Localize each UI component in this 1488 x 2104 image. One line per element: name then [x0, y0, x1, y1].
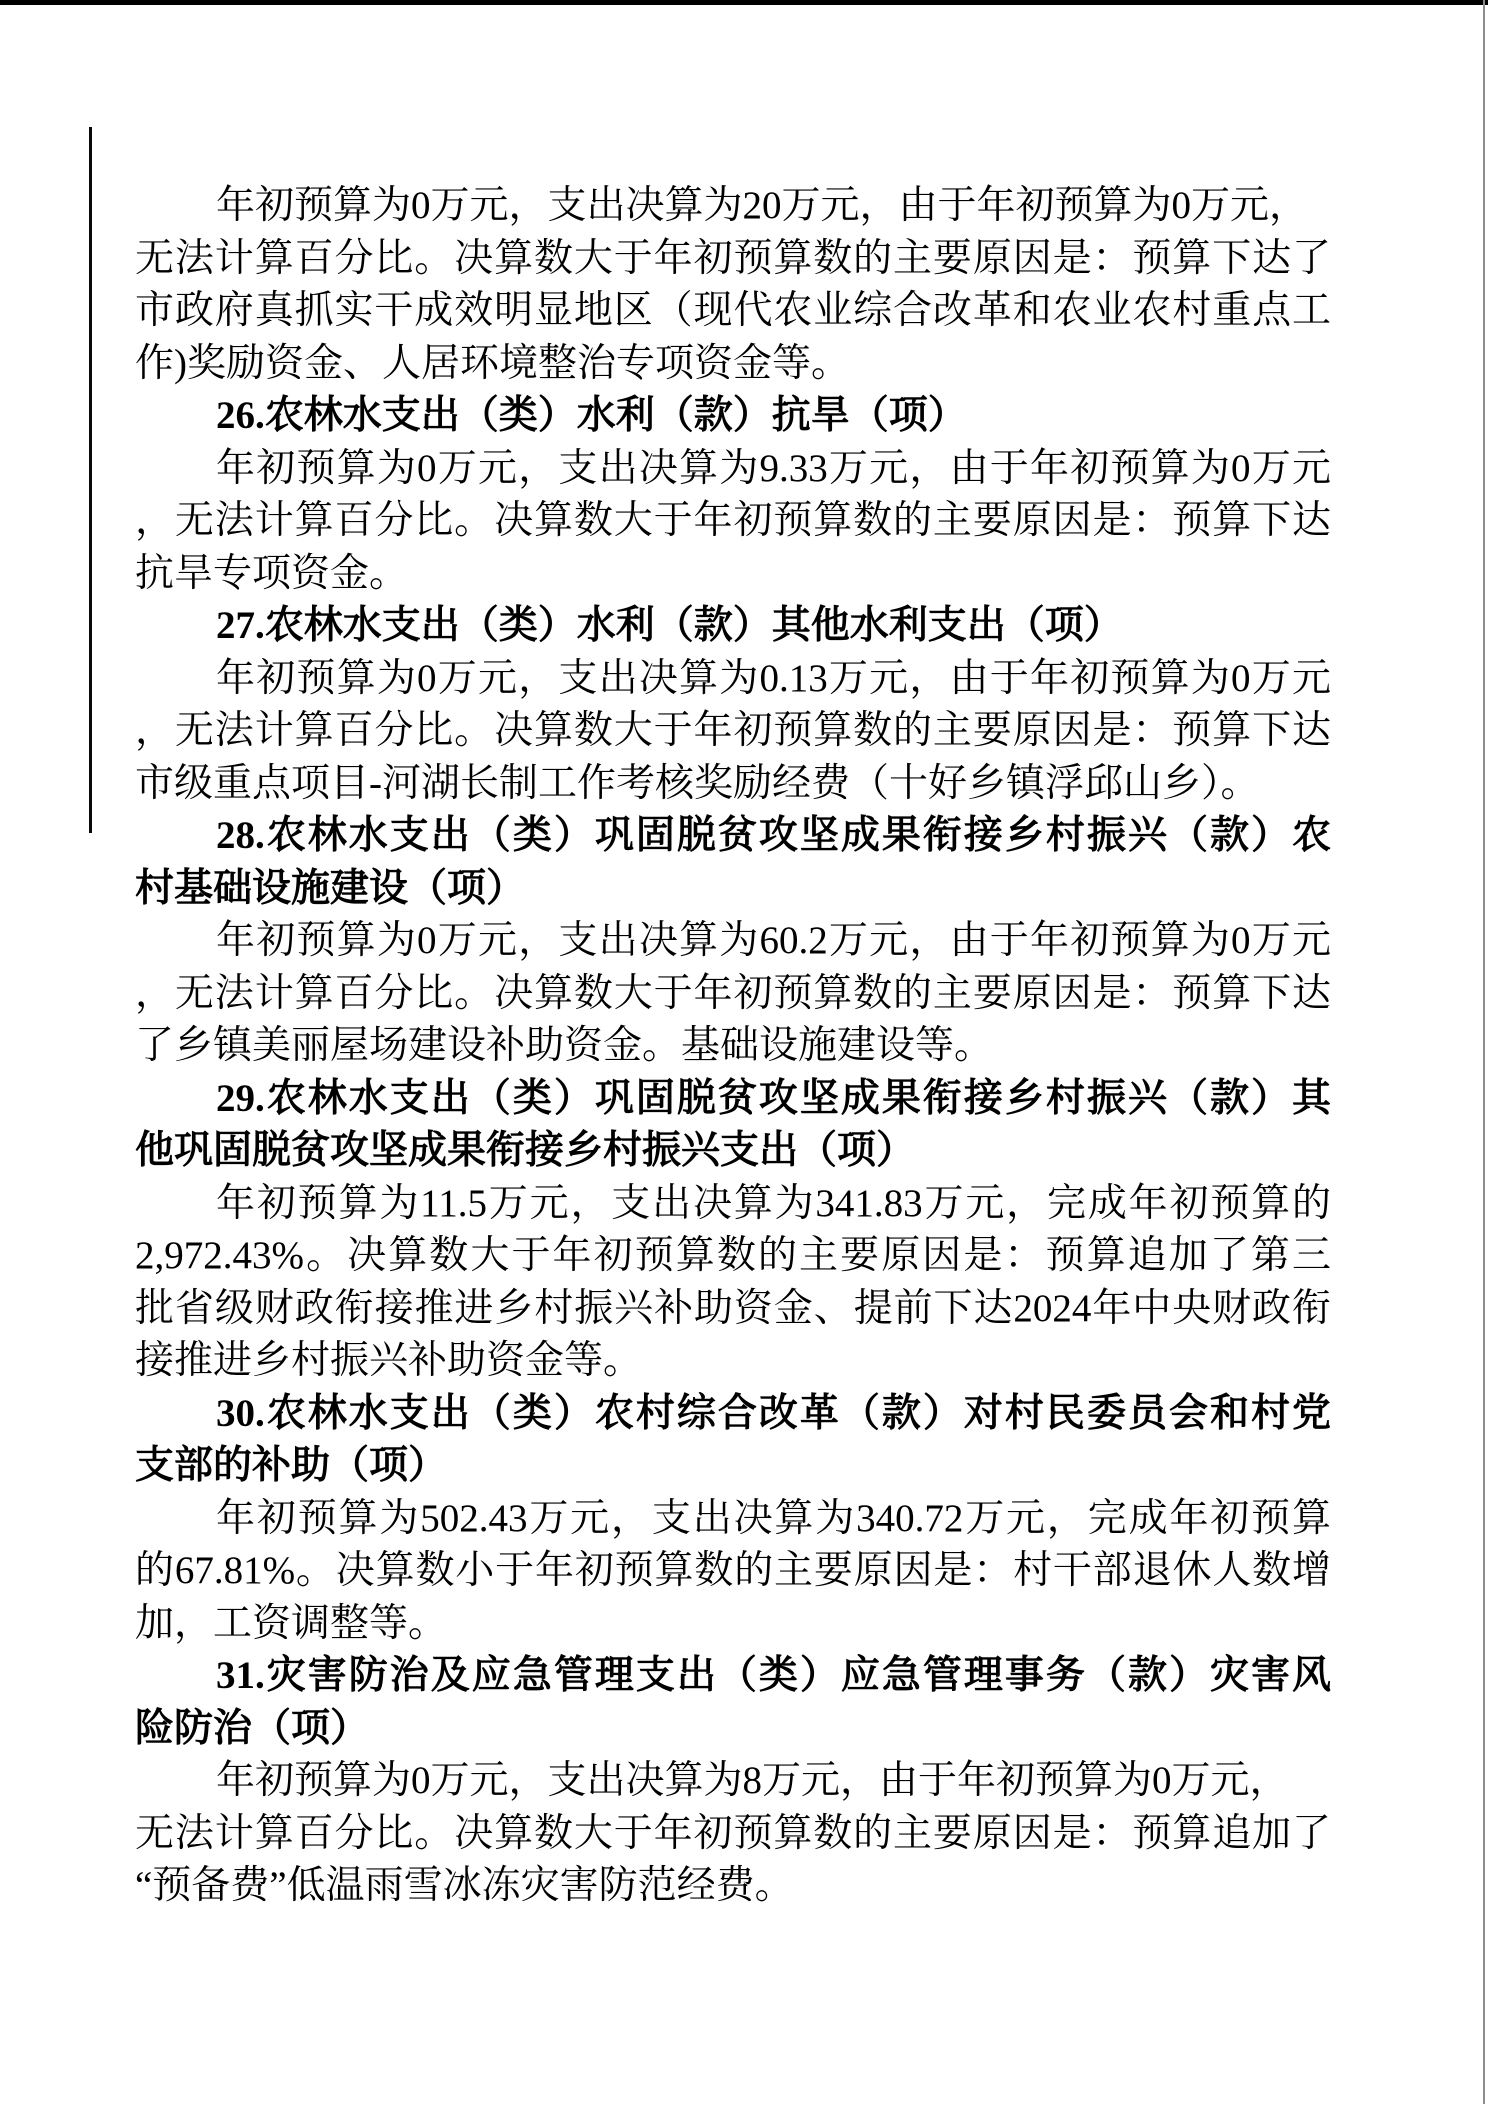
text-line: 2,972.43%。决算数大于年初预算数的主要原因是：预算追加了第三 — [135, 1234, 1331, 1277]
text-line: 接推进乡村振兴补助资金等。 — [135, 1339, 643, 1382]
page-right-edge-line — [1483, 0, 1485, 2104]
scan-artifact-left-line — [89, 127, 92, 833]
text-line: 的67.81%。决算数小于年初预算数的主要原因是：村干部退休人数增 — [135, 1549, 1331, 1592]
heading-item-30 — [135, 1388, 1331, 1493]
paragraph-item-27 — [135, 653, 1331, 811]
heading-line: 险防治（项） — [135, 1706, 370, 1750]
text-line: 批省级财政衔接推进乡村振兴补助资金、提前下达2024年中央财政衔 — [135, 1286, 1331, 1330]
text-line: 年初预算为0万元，支出决算为9.33万元，由于年初预算为0万元 — [216, 446, 1331, 490]
heading-item-29 — [135, 1073, 1331, 1178]
text-line: “预备费”低温雨雪冰冻灾害防范经费。 — [135, 1864, 794, 1907]
heading-line: 27.农林水支出（类）水利（款）其他水利支出（项） — [216, 604, 1123, 647]
text-line: 年初预算为0万元，支出决算为60.2万元，由于年初预算为0万元 — [216, 919, 1331, 962]
page-top-edge-bar — [0, 0, 1488, 5]
text-line: 年初预算为0万元，支出决算为8万元，由于年初预算为0万元， — [216, 1759, 1289, 1802]
text-line: 抗旱专项资金。 — [135, 551, 409, 595]
text-line: 年初预算为0万元，支出决算为20万元，由于年初预算为0万元， — [216, 184, 1309, 227]
text-line: 无法计算百分比。决算数大于年初预算数的主要原因是：预算追加了 — [135, 1811, 1331, 1855]
heading-line: 28.农林水支出（类）巩固脱贫攻坚成果衔接乡村振兴（款）农 — [216, 814, 1331, 857]
heading-line: 29.农林水支出（类）巩固脱贫攻坚成果衔接乡村振兴（款）其 — [216, 1076, 1331, 1120]
paragraph-item-28 — [135, 915, 1331, 1073]
text-line: 市政府真抓实干成效明显地区（现代农业综合改革和农业农村重点工 — [135, 289, 1331, 332]
heading-item-31 — [135, 1650, 1331, 1755]
heading-line: 支部的补助（项） — [135, 1444, 448, 1487]
text-line: 无法计算百分比。决算数大于年初预算数的主要原因是：预算下达了 — [135, 236, 1331, 280]
text-line: 年初预算为502.43万元，支出决算为340.72万元，完成年初预算 — [216, 1496, 1331, 1540]
heading-line: 31.灾害防治及应急管理支出（类）应急管理事务（款）灾害风 — [216, 1654, 1331, 1697]
text-line: ，无法计算百分比。决算数大于年初预算数的主要原因是：预算下达 — [135, 971, 1331, 1015]
heading-item-27 — [135, 600, 1331, 653]
heading-line: 30.农林水支出（类）农村综合改革（款）对村民委员会和村党 — [216, 1391, 1331, 1435]
text-line: ，无法计算百分比。决算数大于年初预算数的主要原因是：预算下达 — [135, 499, 1331, 542]
document-body — [135, 180, 1331, 1913]
text-line: 了乡镇美丽屋场建设补助资金。基础设施建设等。 — [135, 1024, 994, 1067]
paragraph-item-25-continued — [135, 180, 1331, 390]
heading-item-28 — [135, 810, 1331, 915]
paragraph-item-26 — [135, 443, 1331, 601]
text-line: 加，工资调整等。 — [135, 1601, 448, 1645]
text-line: ，无法计算百分比。决算数大于年初预算数的主要原因是：预算下达 — [135, 709, 1331, 752]
heading-line: 26.农林水支出（类）水利（款）抗旱（项） — [216, 394, 967, 437]
text-line: 市级重点项目-河湖长制工作考核奖励经费（十好乡镇浮邱山乡）。 — [135, 761, 1260, 805]
paragraph-item-31 — [135, 1755, 1331, 1913]
text-line: 年初预算为0万元，支出决算为0.13万元，由于年初预算为0万元 — [216, 656, 1331, 700]
heading-line: 他巩固脱贫攻坚成果衔接乡村振兴支出（项） — [135, 1129, 916, 1172]
heading-item-26 — [135, 390, 1331, 443]
heading-line: 村基础设施建设（项） — [135, 866, 526, 910]
text-line: 作)奖励资金、人居环境整治专项资金等。 — [135, 341, 850, 385]
paragraph-item-30 — [135, 1493, 1331, 1651]
text-line: 年初预算为11.5万元，支出决算为341.83万元，完成年初预算的 — [216, 1181, 1331, 1225]
paragraph-item-29 — [135, 1178, 1331, 1388]
